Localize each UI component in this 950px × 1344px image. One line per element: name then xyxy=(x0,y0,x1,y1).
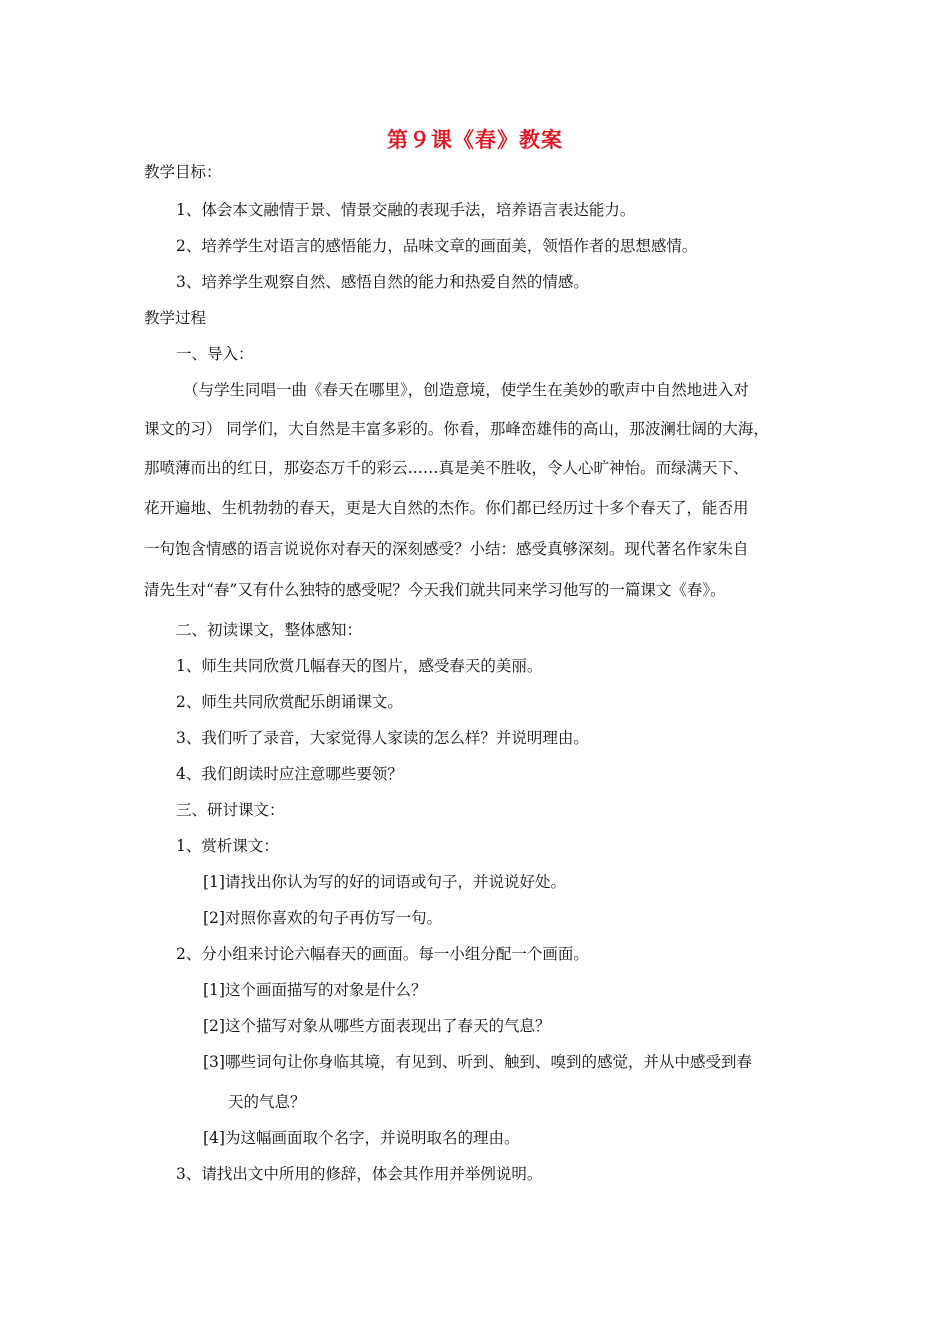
sub-list-item: [2]对照你喜欢的句子再仿写一句。 xyxy=(203,909,442,927)
list-item: 1、赏析课文： xyxy=(176,837,279,855)
section-heading-process: 教学过程 xyxy=(144,309,207,327)
sub-list-item: [1]这个画面描写的对象是什么？ xyxy=(203,981,427,999)
paragraph-line: （与学生同唱一曲《春天在哪里》，创造意境，使学生在美妙的歌声中自然地进入对 xyxy=(183,381,749,399)
section-heading-objectives: 教学目标： xyxy=(144,163,222,181)
objective-item: 1、体会本文融情于景、情景交融的表现手法，培养语言表达能力。 xyxy=(176,201,636,219)
objective-item: 3、培养学生观察自然、感悟自然的能力和热爱自然的情感。 xyxy=(176,273,589,291)
sub-list-item: [4]为这幅画面取个名字，并说明取名的理由。 xyxy=(203,1129,520,1147)
list-item: 3、我们听了录音，大家觉得人家读的怎么样？并说明理由。 xyxy=(176,729,589,747)
paragraph-line: 一句饱含情感的语言说说你对春天的深刻感受？小结：感受真够深刻。现代著名作家朱自 xyxy=(144,540,749,558)
sub-list-item: [2]这个描写对象从哪些方面表现出了春天的气息？ xyxy=(203,1017,551,1035)
paragraph-line: 那喷薄而出的红日，那姿态万千的彩云……真是美不胜收，令人心旷神怡。而绿满天下、 xyxy=(144,459,749,477)
subsection-heading: 二、初读课文，整体感知： xyxy=(176,621,363,639)
sub-list-item-continuation: 天的气息？ xyxy=(228,1093,306,1111)
document-title: 第９课《春》教案 xyxy=(387,128,563,152)
paragraph-line: 花开遍地、生机勃勃的春天，更是大自然的杰作。你们都已经历过十多个春天了，能否用 xyxy=(144,499,749,517)
list-item: 4、我们朗读时应注意哪些要领？ xyxy=(176,765,403,783)
paragraph-line: 清先生对“春”又有什么独特的感受呢？今天我们就共同来学习他写的一篇课文《春》。 xyxy=(144,581,726,599)
list-item: 1、师生共同欣赏几幅春天的图片，感受春天的美丽。 xyxy=(176,657,543,675)
list-item: 2、分小组来讨论六幅春天的画面。每一小组分配一个画面。 xyxy=(176,945,589,963)
sub-list-item: [1]请找出你认为写的好的词语或句子，并说说好处。 xyxy=(203,873,566,891)
list-item: 2、师生共同欣赏配乐朗诵课文。 xyxy=(176,693,403,711)
sub-list-item: [3]哪些词句让你身临其境，有见到、听到、触到、嗅到的感觉，并从中感受到春 xyxy=(203,1053,752,1071)
objective-item: 2、培养学生对语言的感悟能力，品味文章的画面美，领悟作者的思想感情。 xyxy=(176,237,698,255)
subsection-heading: 一、导入： xyxy=(176,345,254,363)
list-item: 3、请找出文中所用的修辞，体会其作用并举例说明。 xyxy=(176,1165,543,1183)
subsection-heading: 三、研讨课文： xyxy=(176,801,285,819)
paragraph-line: 课文的习） 同学们，大自然是丰富多彩的。你看，那峰峦雄伟的高山，那波澜壮阔的大海， xyxy=(144,420,769,438)
